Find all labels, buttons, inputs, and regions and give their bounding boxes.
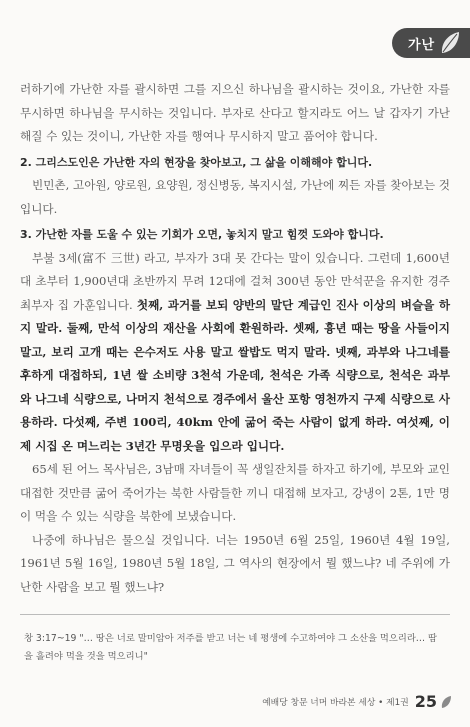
leaf-icon (438, 30, 462, 56)
body-text: 부불 3세(富不 三世) 라고, 부자가 3대 못 간다는 말이 있습니다. 그런데 1,600년대 초부터 1,900년대 초반까지 무려 12대에 걸쳐 300년 동안 만석꾼을 유지한 경주 최부자 집 가훈입니다. (20, 250, 450, 312)
book-title: 예배당 창문 너머 바라본 세상 • 제1권 (262, 698, 409, 708)
footnote-divider (20, 614, 450, 615)
section-heading: 2. 그리스도인은 가난한 자의 현장을 찾아보고, 그 삶을 이해해야 합니다. (20, 155, 373, 169)
page-footer (262, 692, 452, 711)
body-paragraph: 나중에 하나님은 물으실 것입니다. 너는 1950년 6월 25일, 1960년 4월 19일, 1961년 5월 16일, 1980년 5월 18일, 그 역사의 현장에서 뭘 했느냐? 네 주위에 가난한 사람을 보고 뭘 했느냐? (20, 532, 450, 594)
body-paragraph (20, 247, 450, 459)
page-number: 25 (414, 692, 437, 711)
family-rules-text: 첫째, 과거를 보되 양반의 말단 계급인 진사 이상의 벼슬을 하지 말라. 둘째, 만석 이상의 재산을 사회에 환원하라. 셋째, 흉년 때는 땅을 사들이지 말고, 보리 고개 때는 은수저도 사용 말고 쌀밥도 먹지 말라. 넷째, 과부와 나그네를 후하게 대접하되, 1년 쌀 소비량 3천석 가운데, 천석은 가족 식량으로, 천석은 과부와 나그네 식량으로, 나머지 천석으로 경주에서 울산 포항 영천까지 구제 식량으로 사용하라. 다섯째, 주변 100리, 40km 안에 굶어 죽는 사람이 없게 하라. 여섯째, 이제 시집 온 며느리는 3년간 무명옷을 입으라 입니다. (20, 297, 451, 453)
footnote: 창 3:17~19 "… 땅은 너로 말미암아 저주를 받고 너는 네 평생에 수고하여야 그 소산을 먹으리라… 땀을 흘려야 먹을 것을 먹으리니" (24, 633, 438, 662)
body-paragraph: 러하기에 가난한 자를 괄시하면 그를 지으신 하나님을 괄시하는 것이요, 가난한 자를 무시하면 하나님을 무시하는 것입니다. 부자로 산다고 할지라도 어느 날 갑자기 가난해질 수 있는 것이니, 가난한 자를 행여나 무시하지 말고 품어야 합니다. (20, 82, 450, 143)
page-body (20, 78, 450, 599)
leaf-icon (440, 695, 452, 709)
section-heading: 3. 가난한 자를 도울 수 있는 기회가 오면, 놓치지 말고 힘껏 도와야 합니다. (20, 228, 384, 241)
body-paragraph: 빈민촌, 고아원, 양로원, 요양원, 정신병동, 복지시설, 가난에 찌든 자를 찾아보는 것입니다. (20, 178, 450, 216)
section-tab-label: 가난 (408, 38, 436, 53)
section-tab (392, 28, 470, 58)
body-paragraph: 65세 된 어느 목사님은, 3남매 자녀들이 꼭 생일잔치를 하자고 하기에, 부모와 교인 대접한 것만큼 굶어 죽어가는 북한 사람들한 끼니 대접해 보자고, 강냉이 2톤, 1만 명이 먹을 수 있는 식량을 북한에 보냈습니다. (20, 462, 450, 523)
